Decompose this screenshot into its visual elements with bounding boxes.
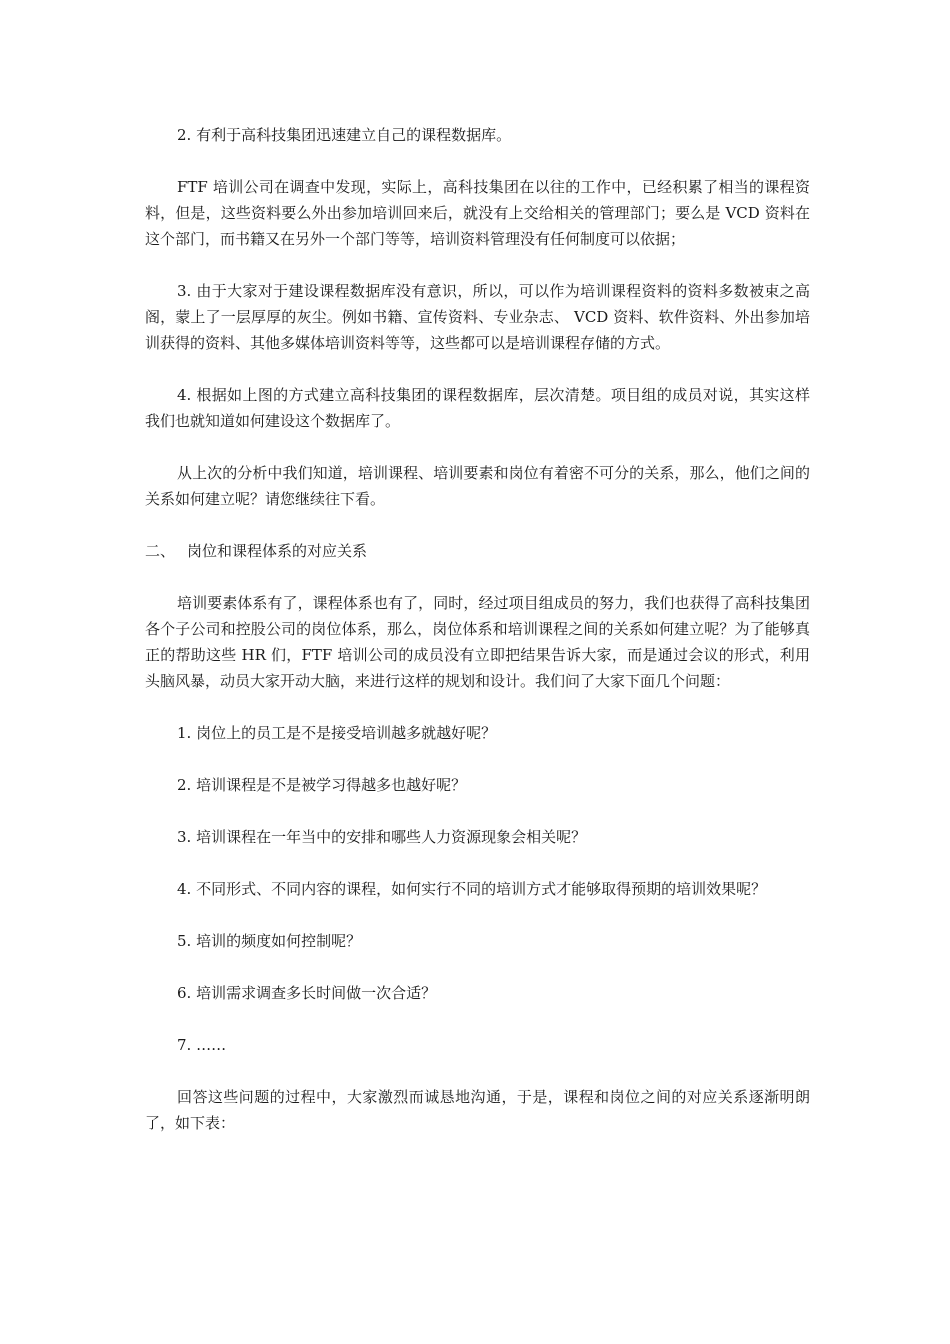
question-2: 2. 培训课程是不是被学习得越多也越好呢？ (177, 776, 467, 794)
paragraph-conclusion: 回答这些问题的过程中，大家激烈而诚恳地沟通，于是，课程和岗位之间的对应关系逐渐明朗了，如下表： (145, 1088, 810, 1132)
question-4: 4. 不同形式、不同内容的课程，如何实行不同的培训方式才能够取得预期的培训效果呢？ (177, 880, 767, 898)
question-3: 3. 培训课程在一年当中的安排和哪些人力资源现象会相关呢？ (177, 828, 587, 846)
question-5: 5. 培训的频度如何控制呢？ (177, 932, 362, 950)
question-1: 1. 岗位上的员工是不是接受培训越多就越好呢？ (177, 724, 497, 742)
paragraph-intro-questions: 培训要素体系有了，课程体系也有了，同时，经过项目组成员的努力，我们也获得了高科技集团各个子公司和控股公司的岗位体系，那么，岗位体系和培训课程之间的关系如何建立呢？为了能够真正的帮助这些 HR 们，FTF 培训公司的成员没有立即把结果告诉大家，而是通过会议的形式，利用头脑风暴，动员大家开动大脑，来进行这样的规划和设计。我们问了大家下面几个问题： (145, 594, 810, 690)
paragraph-point-4: 4. 根据如上图的方式建立高科技集团的课程数据库，层次清楚。项目组的成员对说，其实这样我们也就知道如何建设这个数据库了。 (145, 386, 810, 430)
section-heading (145, 538, 810, 564)
paragraph-point-2: 2. 有利于高科技集团迅速建立自己的课程数据库。 (177, 126, 512, 144)
document-body (145, 122, 810, 1136)
paragraph-point-3: 3. 由于大家对于建设课程数据库没有意识，所以，可以作为培训课程资料的资料多数被束之高阁，蒙上了一层厚厚的灰尘。例如书籍、宣传资料、专业杂志、 VCD 资料、软件资料、外出参加培训获得的资料、其他多媒体培训资料等等，这些都可以是培训课程存储的方式。 (145, 282, 810, 352)
question-7: 7. …… (177, 1036, 227, 1054)
section-title: 岗位和课程体系的对应关系 (187, 542, 368, 560)
paragraph-ftf-findings: FTF 培训公司在调查中发现，实际上，高科技集团在以往的工作中，已经积累了相当的课程资料，但是，这些资料要么外出参加培训回来后，就没有上交给相关的管理部门；要么是 VCD 资料在这个部门，而书籍又在另外一个部门等等，培训资料管理没有任何制度可以依据； (145, 178, 810, 248)
paragraph-transition: 从上次的分析中我们知道，培训课程、培训要素和岗位有着密不可分的关系，那么，他们之间的关系如何建立呢？请您继续往下看。 (145, 464, 810, 508)
section-number: 二、 (145, 542, 176, 560)
question-6: 6. 培训需求调查多长时间做一次合适？ (177, 984, 437, 1002)
